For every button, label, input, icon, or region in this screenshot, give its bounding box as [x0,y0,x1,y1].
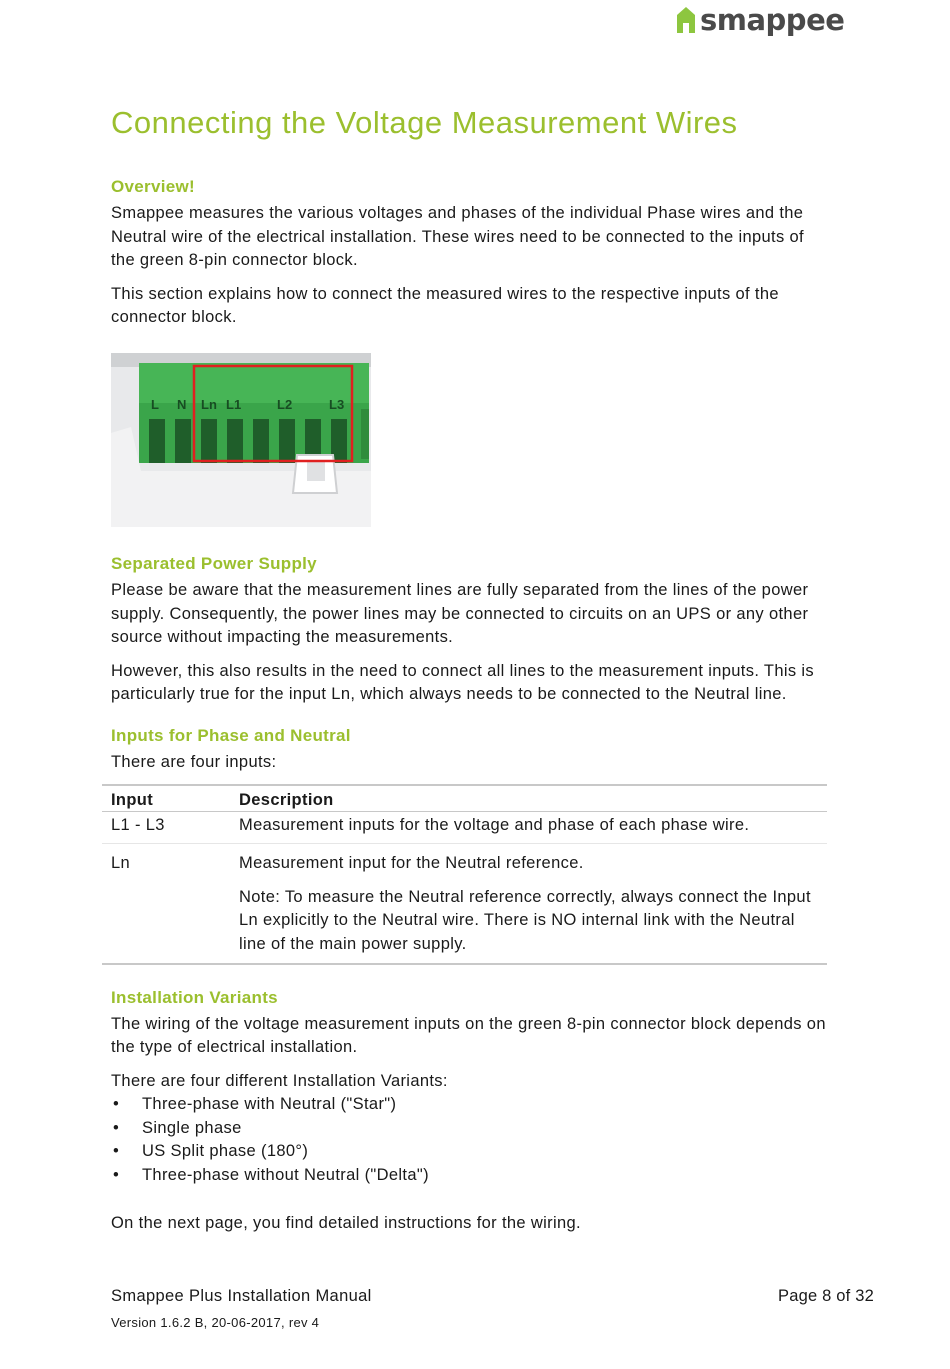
smappee-logo [676,4,844,36]
cell-description-text: Measurement input for the Neutral reference. [239,854,584,873]
table-header-row [102,785,827,812]
footer-manual-title: Smappee Plus Installation Manual [111,1287,372,1305]
overview-paragraph-1: Smappee measures the various voltages and phases of the individual Phase wires and the Neutral wire of the electrical installation. These wires need to be connected to the inputs of the green 8-pin connector block. [111,204,804,270]
footer-page-number: Page 8 of 32 [778,1287,874,1305]
list-item [111,1140,827,1164]
table-row [102,844,827,964]
bullet-icon: • [113,1118,120,1137]
table-row [102,811,827,844]
list-item-text: Three-phase without Neutral ("Delta") [142,1166,429,1185]
power-paragraph-1: Please be aware that the measurement lines are fully separated from the lines of the power supply. Consequently, the power lines may be connected to circuits on an UPS or any other source without impacting the measurements. [111,580,809,647]
bullet-icon: • [113,1095,120,1114]
inputs-heading: Inputs for Phase and Neutral [111,725,351,745]
footer-version: Version 1.6.2 B, 20-06-2017, rev 4 [111,1315,320,1330]
inputs-table [102,784,827,965]
variants-paragraph-1: The wiring of the voltage measurement inputs on the green 8-pin connector block depends on the type of electrical installation. [111,1014,826,1057]
cell-input: Ln [102,844,230,964]
cell-note-text: Note: To measure the Neutral reference correctly, always connect the Input Ln explicitly to the Neutral wire. There is NO internal link with the Neutral line of the main power supply. [239,887,811,953]
header-input: Input [102,785,230,812]
label-N: N [177,396,187,412]
connector-block-image [111,353,371,527]
cell-description: Measurement inputs for the voltage and phase of each phase wire. [230,811,827,844]
power-heading: Separated Power Supply [111,553,317,573]
header-description: Description [230,785,827,812]
list-item [111,1093,827,1117]
page-title: Connecting the Voltage Measurement Wires [111,105,738,140]
label-L3: L3 [329,396,345,412]
overview-paragraph-2: This section explains how to connect the measured wires to the respective inputs of the connector block. [111,284,779,327]
label-L: L [151,396,159,412]
label-L2: L2 [277,396,293,412]
variants-paragraph-2: There are four different Installation Variants: [111,1071,448,1090]
bullet-icon: • [113,1142,120,1161]
label-Ln: Ln [201,396,217,412]
power-paragraph-2: However, this also results in the need to connect all lines to the measurement inputs. This is particularly true for the input Ln, which always needs to be connected to the Neutral line. [111,661,815,704]
list-item-text: US Split phase (180°) [142,1142,309,1161]
list-item [111,1164,827,1188]
variants-heading: Installation Variants [111,987,278,1007]
logo-text: smappee [700,3,845,37]
label-L1: L1 [226,396,242,412]
page-content [111,104,827,1245]
variants-list [111,1093,827,1187]
cell-description [230,844,827,964]
overview-heading: Overview! [111,177,195,196]
connector-block-photo [111,353,371,527]
list-item-text: Single phase [142,1118,242,1137]
variants-outro: On the next page, you find detailed instructions for the wiring. [111,1213,581,1232]
bullet-icon: • [113,1166,120,1185]
cell-input: L1 - L3 [102,811,230,844]
list-item [111,1117,827,1141]
inputs-intro: There are four inputs: [111,752,277,771]
house-icon [676,6,696,34]
list-item-text: Three-phase with Neutral ("Star") [142,1095,397,1114]
